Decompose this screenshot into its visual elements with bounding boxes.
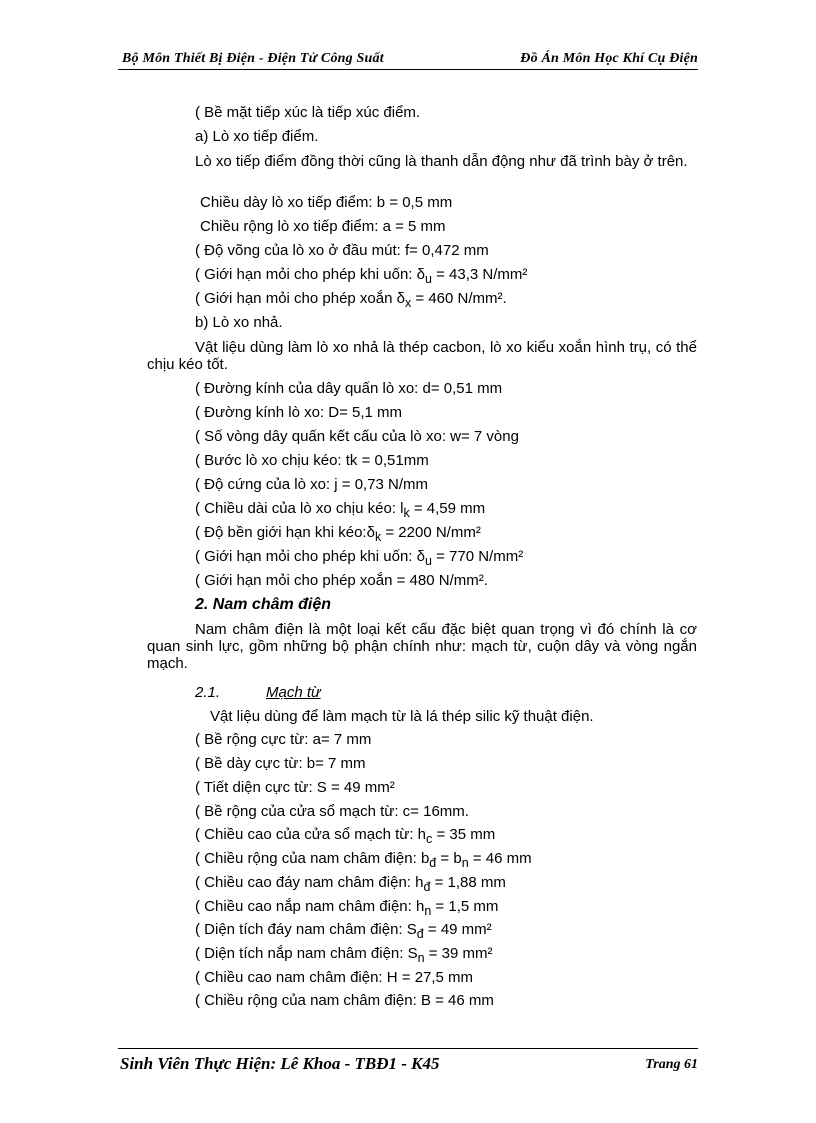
text-line: ( Đường kính của dây quấn lò xo: d= 0,51 mm [195, 380, 503, 397]
text-line: ( Bề mặt tiếp xúc là tiếp xúc điểm. [195, 104, 421, 121]
subsection-heading [195, 684, 321, 702]
page-number: Trang 61 [645, 1057, 698, 1072]
text-line: ( Độ bền giới hạn khi $kéo:\delta_k = 2200$ N/mm² [195, 524, 481, 544]
text-line: ( Chiều dài của lò xo chịu kéo: $l_k = 4,59$ mm [195, 500, 486, 520]
text-line: ( Giới hạn mỏi cho phép xoắn $\delta_x = 460$ N/mm². [195, 290, 507, 310]
header-course: Đồ Án Môn Học Khí Cụ Điện [520, 51, 698, 66]
text-line: Chiều dày lò xo tiếp điểm: b = 0,5 mm [200, 194, 453, 211]
text-line: ( Số vòng dây quấn kết cấu của lò xo: w= 7 vòng [195, 428, 519, 445]
paragraph: Nam châm điện là một loại kết cấu đặc biệt quan trọng vì đó chính là cơ quan sinh lực, gồm những bộ phận chính như: mạch từ, cuộn dây và vòng ngắn mạch. [147, 621, 697, 672]
text-line: ( Đường kính lò xo: D= 5,1 mm [195, 404, 403, 421]
text-line: Vật liệu dùng để làm mạch từ là lá thép silic kỹ thuật điện. [210, 708, 594, 725]
text-line: ( Độ võng của lò xo ở đầu mút: f= 0,472 mm [195, 242, 489, 259]
text-line: ( Chiều cao nam châm điện: H = 27,5 mm [195, 969, 474, 986]
section-heading: 2. Nam châm điện [195, 596, 332, 613]
text-line: Chiều rộng lò xo tiếp điểm: a = 5 mm [200, 218, 446, 235]
text-line: ( Chiều cao nắp nam châm điện: $h_n = 1,5$ mm [195, 898, 499, 918]
page-header [118, 49, 698, 70]
text-line: ( Bề rộng cực từ: a= 7 mm [195, 731, 372, 748]
text-line: a) Lò xo tiếp điểm. [195, 128, 319, 145]
page-footer [118, 1048, 698, 1075]
text-line: ( Chiều rộng của nam châm điện: $b_đ = b_n = 46$ mm [195, 850, 532, 870]
text-line: b) Lò xo nhả. [195, 314, 283, 331]
subsection-title: Mạch từ [266, 684, 321, 701]
text-line: ( Diện tích nắp nam châm điện: $S_n = 39$ mm² [195, 945, 493, 965]
text-line: ( Độ cứng của lò xo: j = 0,73 N/mm [195, 476, 429, 493]
text-line: ( Giới hạn mỏi cho phép khi uốn: $\delta_u = 43,3$ N/mm² [195, 266, 528, 286]
text-line: ( Chiều cao của cửa sổ mạch từ: $h_c = 35$ mm [195, 826, 496, 846]
text-line: ( Chiều rộng của nam châm điện: B = 46 mm [195, 992, 494, 1009]
subsection-number: 2.1. [195, 684, 221, 701]
text-line: ( Bề dày cực từ: b= 7 mm [195, 755, 366, 772]
paragraph: Lò xo tiếp điểm đồng thời cũng là thanh dẫn động như đã trình bày ở trên. [195, 153, 688, 170]
paragraph: Vật liệu dùng làm lò xo nhả là thép cacbon, lò xo kiểu xoắn hình trụ, có thể chịu kéo tốt. [147, 339, 697, 373]
text-line: ( Chiều cao đáy nam châm điện: $h_đ = 1,88$ mm [195, 874, 506, 894]
text-line: ( Giới hạn mỏi cho phép khi uốn: $\delta_u = 770$ N/mm² [195, 548, 524, 568]
text-line: ( Tiết diện cực từ: S = 49 mm² [195, 779, 395, 796]
text-line: ( Bề rộng của cửa sổ mạch từ: c= 16mm. [195, 803, 469, 820]
header-department: Bộ Môn Thiết Bị Điện - Điện Tử Công Suất [122, 51, 384, 66]
text-line: ( Diện tích đáy nam châm điện: $S_đ = 49$ mm² [195, 921, 492, 941]
text-line: ( Bước lò xo chịu kéo: tk = 0,51mm [195, 452, 429, 469]
footer-author: Sinh Viên Thực Hiện: Lê Khoa - TBĐ1 - K45 [120, 1054, 440, 1073]
text-line: ( Giới hạn mỏi cho phép xoắn = 480 N/mm². [195, 572, 488, 589]
